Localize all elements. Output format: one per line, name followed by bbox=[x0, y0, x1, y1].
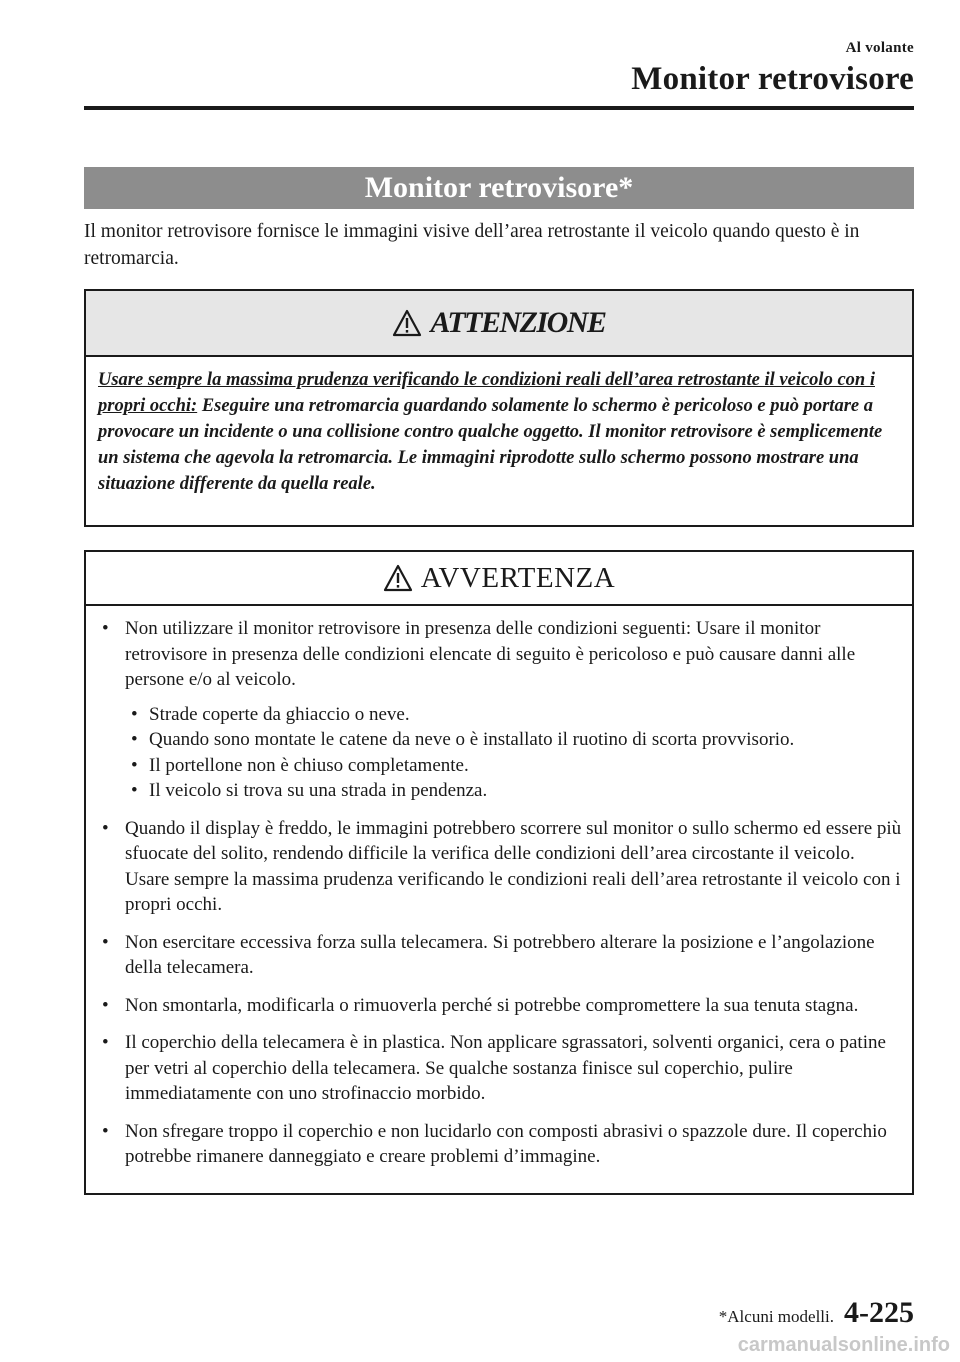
condition-list bbox=[125, 702, 902, 804]
caution-item bbox=[100, 816, 902, 918]
watermark: carmanualsonline.info bbox=[737, 1334, 950, 1356]
condition-item bbox=[125, 702, 902, 728]
sub-bullet: • bbox=[131, 703, 138, 725]
caution-body bbox=[86, 606, 912, 1170]
caution-header bbox=[86, 552, 912, 606]
warning-triangle-icon bbox=[392, 309, 422, 337]
caution-item bbox=[100, 993, 902, 1019]
sub-bullet: • bbox=[131, 754, 138, 776]
sub-bullet: • bbox=[131, 729, 138, 750]
caution-item bbox=[100, 616, 902, 804]
caution-item-text: Non sfregare troppo il coperchio e non lucidarlo con composti abrasivi o spazzole dure. Il coperchio potrebbe rimanere danneggiato e creare problemi d’immagine. bbox=[125, 1120, 887, 1167]
danger-lead: Usare sempre la massima prudenza verificando le condizioni reali dell’area retrostante il veicolo con i propri occhi: bbox=[98, 370, 875, 416]
condition-item bbox=[125, 753, 902, 779]
caution-title: AVVERTENZA bbox=[420, 561, 616, 594]
condition-text: Il portellone non è chiuso completamente. bbox=[149, 754, 469, 776]
danger-body bbox=[86, 357, 912, 497]
danger-header bbox=[86, 291, 912, 357]
warning-triangle-icon bbox=[383, 564, 413, 592]
caution-item bbox=[100, 930, 902, 981]
caution-item-text: Non esercitare eccessiva forza sulla telecamera. Si potrebbero alterare la posizione e l’angolazione della telecamera. bbox=[125, 931, 875, 978]
condition-text: Quando sono montate le catene da neve o è installato il ruotino di scorta provvisorio. bbox=[149, 729, 795, 750]
danger-text: Eseguire una retromarcia guardando solamente lo schermo è pericoloso e può portare a provocare un incidente o una collisione contro qualche oggetto. Il monitor retrovisore è semplicemente un sistema che agevola la retromarcia. Le immagini riprodotte sullo schermo possono mostrare una situazione differente da quella reale. bbox=[98, 396, 883, 494]
bullet: • bbox=[102, 931, 109, 953]
caution-item bbox=[100, 1030, 902, 1107]
bullet: • bbox=[102, 817, 109, 839]
danger-box bbox=[84, 289, 914, 527]
caution-item-text: Il coperchio della telecamera è in plastica. Non applicare sgrassatori, solventi organici, cera o patine per vetri al coperchio della telecamera. Se qualche sostanza finisce sul coperchio, pulire immediatamente con uno strofinaccio morbido. bbox=[125, 1032, 886, 1104]
section-title: Monitor retrovisore bbox=[631, 61, 914, 97]
caution-item-text: Non utilizzare il monitor retrovisore in presenza delle condizioni seguenti: Usare il monitor retrovisore in presenza delle condizioni elencate di seguito è pericoloso e può causare danni alle persone e/o al veicolo. bbox=[125, 618, 856, 690]
bullet: • bbox=[102, 1120, 109, 1142]
caution-box bbox=[84, 550, 914, 1195]
page-footer bbox=[719, 1296, 914, 1330]
header-rule bbox=[84, 106, 914, 110]
caution-item bbox=[100, 1119, 902, 1170]
condition-text: Strade coperte da ghiaccio o neve. bbox=[149, 703, 410, 725]
caution-item-text: Non smontarla, modificarla o rimuoverla perché si potrebbe compromettere la sua tenuta stagna. bbox=[125, 994, 859, 1016]
bullet: • bbox=[102, 1032, 109, 1053]
page-header bbox=[631, 40, 914, 98]
page-number: 4-225 bbox=[844, 1296, 914, 1329]
sub-bullet: • bbox=[131, 780, 138, 801]
intro-paragraph: Il monitor retrovisore fornisce le immagini visive dell’area retrostante il veicolo quando questo è in retromarcia. bbox=[84, 221, 860, 269]
bullet: • bbox=[102, 618, 109, 639]
bullet: • bbox=[102, 994, 109, 1016]
section-banner: Monitor retrovisore* bbox=[84, 167, 914, 209]
condition-item bbox=[125, 778, 902, 804]
chapter-title: Al volante bbox=[845, 40, 914, 56]
footnote: *Alcuni modelli. bbox=[718, 1307, 834, 1326]
danger-title: ATTENZIONE bbox=[430, 306, 606, 339]
caution-item-text: Quando il display è freddo, le immagini potrebbero scorrere sul monitor o sullo schermo ed essere più sfuocate del solito, rendendo difficile la verifica delle condizioni dell’area circostante il veicolo. Usare sempre la massima prudenza verificando le condizioni reali dell’area retrostante il veicolo con i propri occhi. bbox=[125, 817, 902, 915]
condition-item bbox=[125, 727, 902, 753]
condition-text: Il veicolo si trova su una strada in pendenza. bbox=[149, 780, 488, 801]
